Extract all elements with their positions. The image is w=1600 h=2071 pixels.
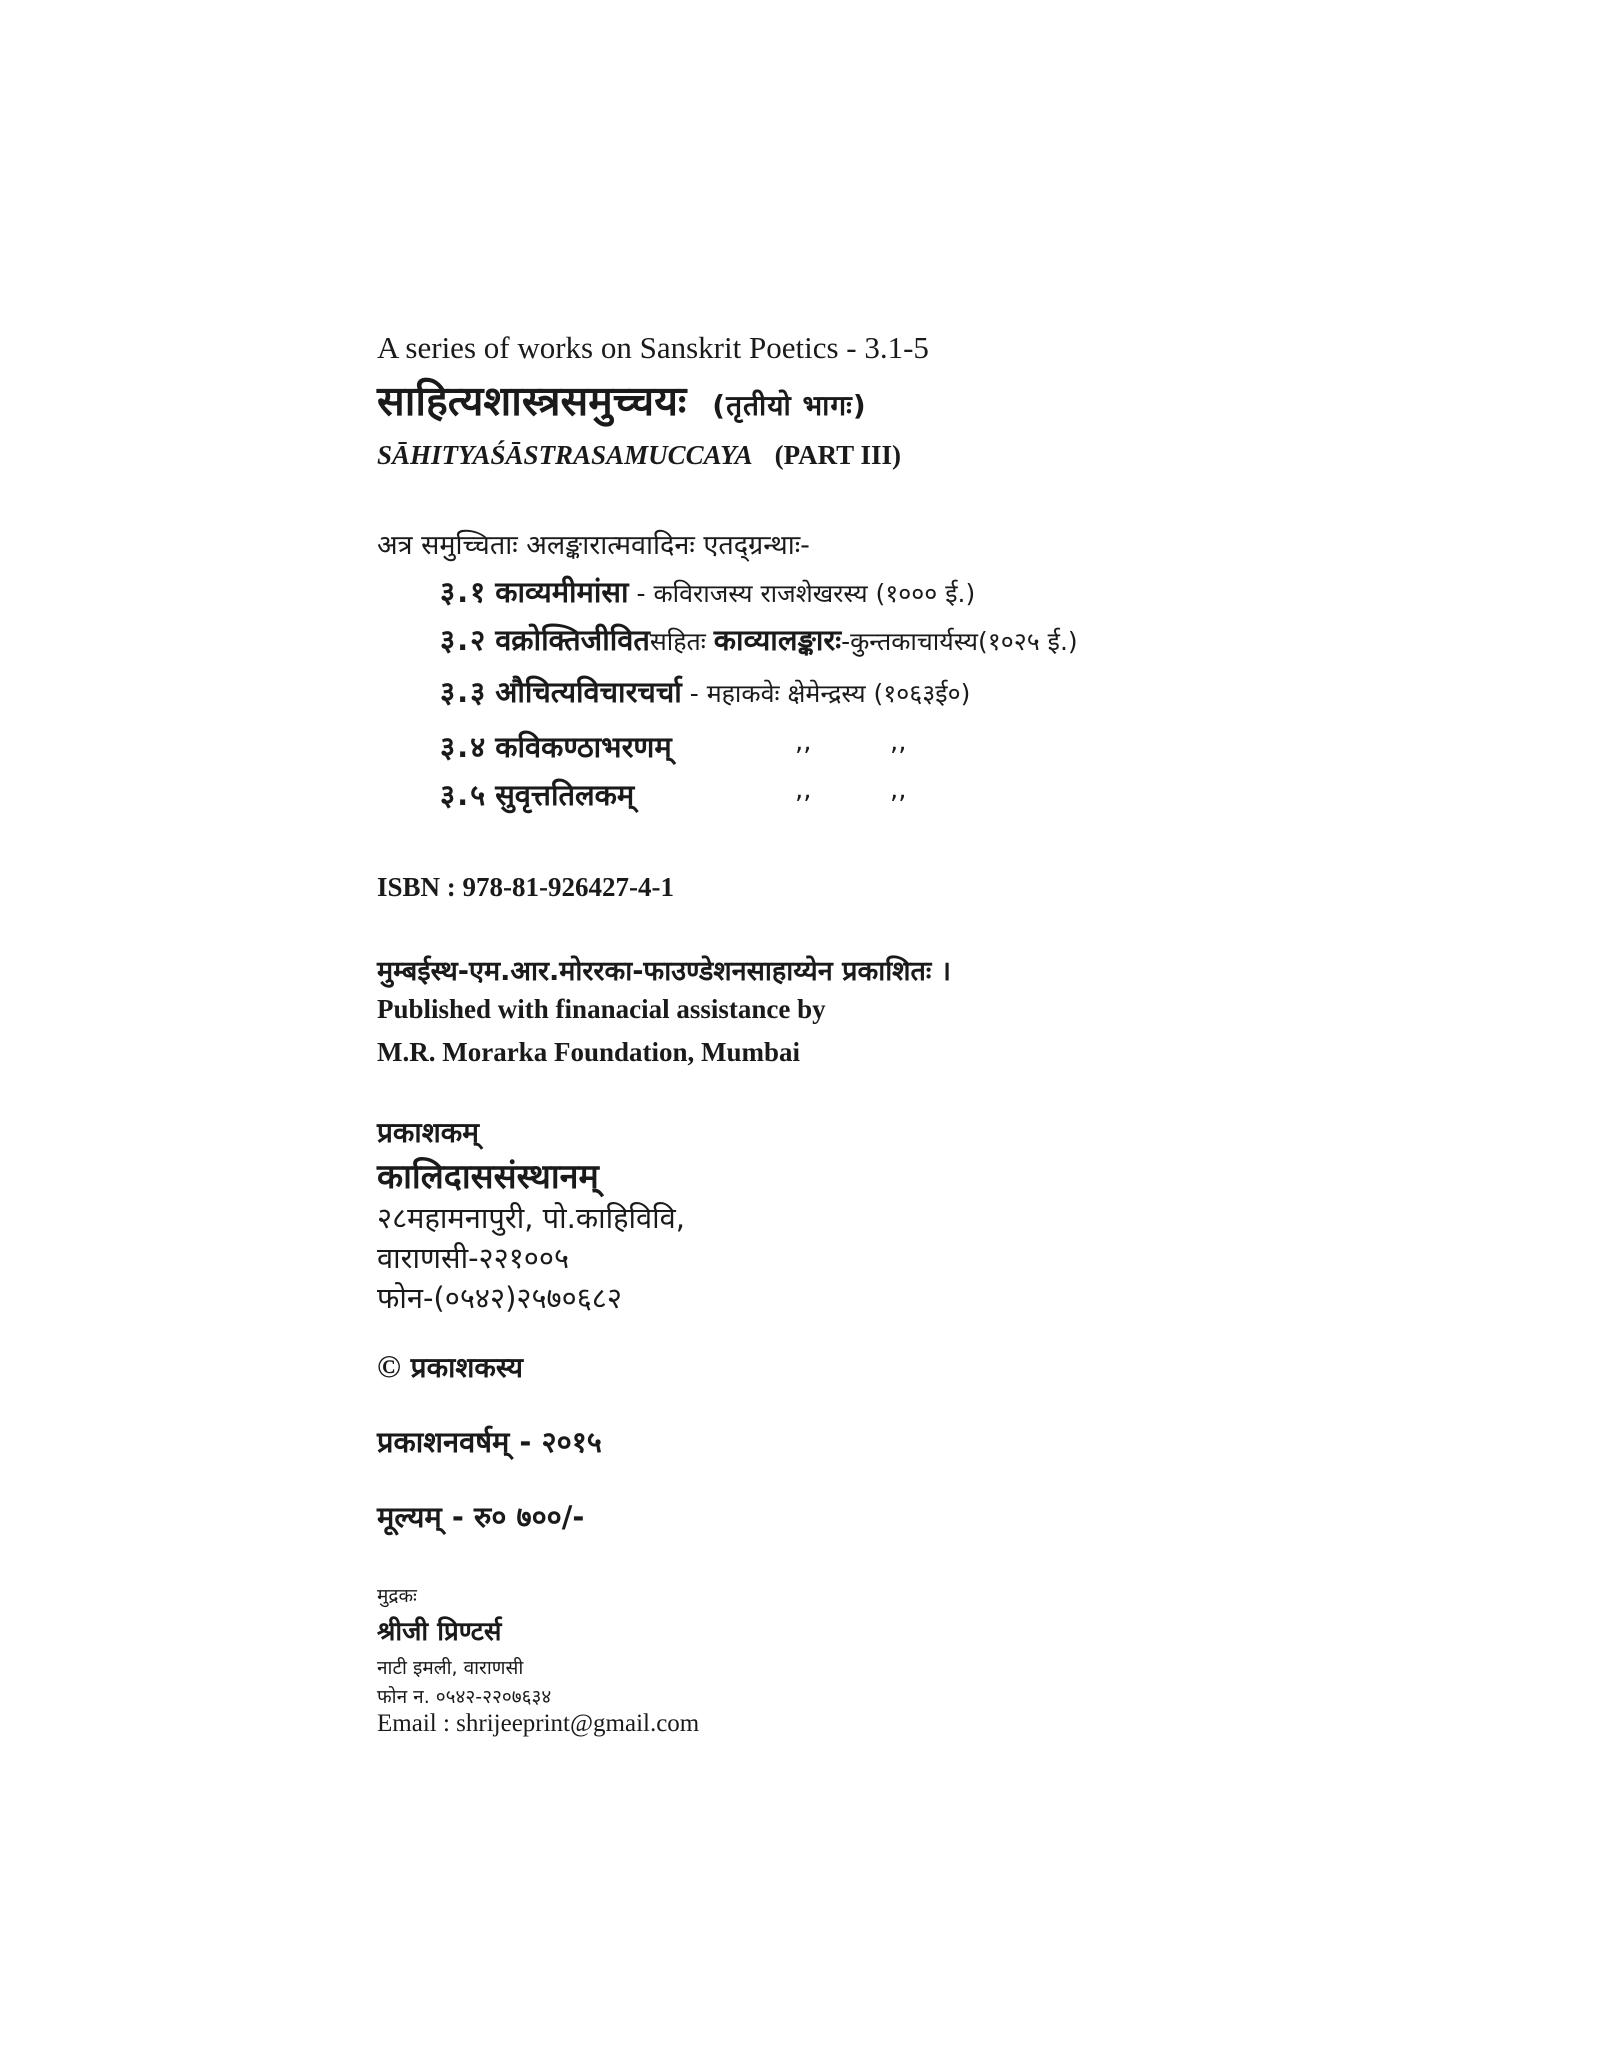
- ditto-mark: ,,: [795, 727, 812, 757]
- work-number: ३.५: [440, 778, 488, 812]
- work-name-secondary: काव्यालङ्कारः: [713, 623, 842, 657]
- work-number: ३.३: [440, 675, 488, 709]
- copyright-line: [377, 1348, 523, 1386]
- transliterated-title: [377, 440, 901, 471]
- work-name: काव्यमीमांसा: [495, 575, 629, 609]
- publication-year: प्रकाशनवर्षम् - २०१५: [377, 1425, 602, 1459]
- work-number: ३.२: [440, 623, 488, 657]
- contents-intro: अत्र समुच्चिताः अलङ्कारात्मवादिनः एतद्ग्रन्थाः-: [377, 530, 810, 561]
- work-item: [440, 775, 907, 814]
- isbn: ISBN : 978-81-926427-4-1: [377, 872, 674, 902]
- work-author: - कविराजस्य राजशेखरस्य (१००० ई.): [628, 579, 976, 608]
- work-item: [440, 672, 970, 711]
- subtitle-part: (PART III): [774, 440, 901, 470]
- publisher-address-line: २८महामनापुरी, पो.काहिविवि,: [377, 1201, 686, 1235]
- publisher-name: कालिदाससंस्थानम्: [377, 1157, 599, 1197]
- work-author: -कुन्तकाचार्यस्य(१०२५ ई.): [841, 627, 1078, 656]
- series-line: A series of works on Sanskrit Poetics - 3.1-5: [377, 330, 929, 365]
- printer-address: नाटी इमली, वाराणसी: [377, 1657, 524, 1679]
- work-item: [440, 620, 1078, 659]
- printer-name: श्रीजी प्रिण्टर्स: [377, 1617, 502, 1647]
- printer-phone: फोन न. ०५४२-२२०७६३४: [377, 1686, 552, 1708]
- work-number: ३.१: [440, 575, 488, 609]
- work-author: - महाकवेः क्षेमेन्द्रस्य (१०६३ई०): [681, 679, 971, 708]
- work-name: औचित्यविचारचर्चा: [495, 675, 682, 709]
- publisher-address-line: वाराणसी-२२१००५: [377, 1241, 570, 1275]
- assistance-note-english: Published with finanacial assistance by: [377, 994, 826, 1024]
- part-label: (तृतीयो भागः): [712, 389, 867, 422]
- ditto-mark: ,,: [890, 775, 907, 805]
- copyright-holder: प्रकाशकस्य: [400, 1351, 524, 1384]
- work-name: वक्रोक्तिजीवित: [495, 623, 650, 657]
- ditto-mark: ,,: [795, 775, 812, 805]
- work-item: [440, 727, 907, 766]
- publisher-label: प्रकाशकम्: [377, 1116, 479, 1149]
- ditto-mark: ,,: [890, 727, 907, 757]
- work-item: [440, 572, 975, 611]
- publisher-phone: फोन-(०५४२)२५७०६८२: [377, 1281, 622, 1315]
- work-number: ३.४: [440, 730, 488, 764]
- work-name: कविकण्ठाभरणम्: [495, 730, 672, 764]
- title-line: [377, 372, 867, 428]
- work-name: सुवृत्ततिलकम्: [495, 778, 635, 812]
- printer-label: मुद्रकः: [377, 1585, 417, 1607]
- foundation-name: M.R. Morarka Foundation, Mumbai: [377, 1037, 801, 1067]
- work-connector: सहितः: [649, 627, 714, 656]
- price: मूल्यम् - रु० ७००/-: [377, 1500, 585, 1534]
- book-title: साहित्यशास्त्रसमुच्चयः: [377, 377, 687, 425]
- printer-email: Email : shrijeeprint@gmail.com: [377, 1710, 700, 1737]
- subtitle-text: SĀHITYAŚĀSTRASAMUCCAYA: [377, 440, 753, 470]
- copyright-icon: ©: [377, 1348, 401, 1384]
- assistance-note-sanskrit: मुम्बईस्थ-एम.आर.मोररका-फाउण्डेशनसाहाय्येन प्रकाशितः ।: [377, 956, 952, 987]
